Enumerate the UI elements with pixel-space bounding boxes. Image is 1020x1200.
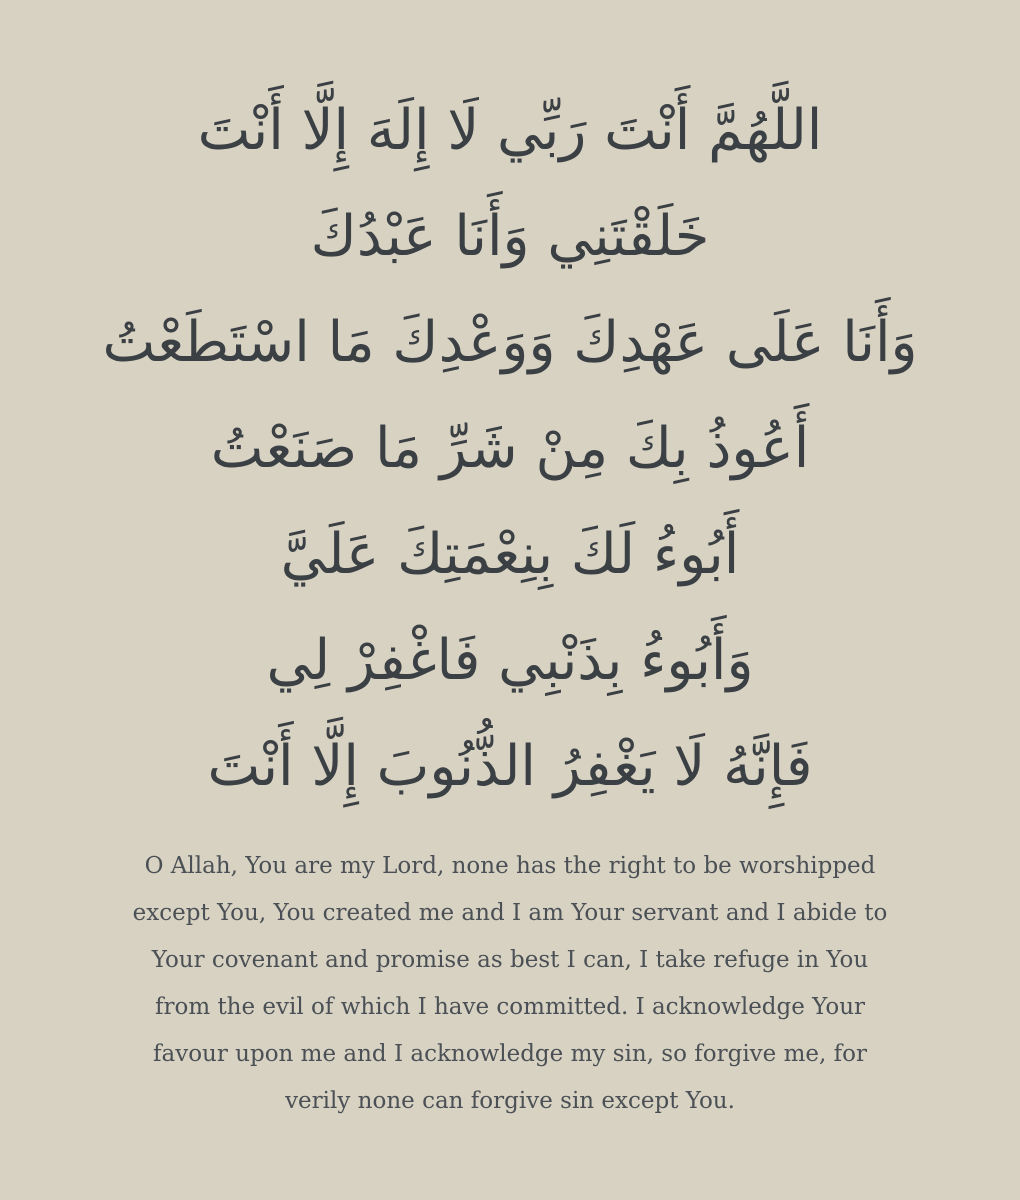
arabic-line-2: خَلَقْتَنِي وَأَنَا عَبْدُكَ xyxy=(310,204,710,269)
translation-line-1: O Allah, You are my Lord, none has the right to be worshipped xyxy=(144,853,876,879)
translation-line-2: except You, You created me and I am Your servant and I abide to xyxy=(132,900,888,926)
arabic-line-1: اللَّهُمَّ أَنْتَ رَبِّي لَا إِلَهَ إِلَّا أَنْتَ xyxy=(197,98,823,163)
translation-line-3: Your covenant and promise as best I can, I take refuge in You xyxy=(151,947,869,973)
arabic-line-5: أَبُوءُ لَكَ بِنِعْمَتِكَ عَلَيَّ xyxy=(280,522,740,587)
arabic-line-6: وَأَبُوءُ بِذَنْبِي فَاغْفِرْ لِي xyxy=(266,628,754,693)
arabic-line-4: أَعُوذُ بِكَ مِنْ شَرِّ مَا صَنَعْتُ xyxy=(210,416,810,481)
english-translation xyxy=(60,843,960,1125)
translation-line-4: from the evil of which I have committed. I acknowledge Your xyxy=(154,994,866,1020)
arabic-line-3: وَأَنَا عَلَى عَهْدِكَ وَوَعْدِكَ مَا اسْتَطَعْتُ xyxy=(102,310,918,375)
translation-line-5: favour upon me and I acknowledge my sin, so forgive me, for xyxy=(152,1041,867,1067)
translation-line-6: verily none can forgive sin except You. xyxy=(285,1088,735,1114)
arabic-dua-text xyxy=(0,78,1020,820)
arabic-line-7: فَإِنَّهُ لَا يَغْفِرُ الذُّنُوبَ إِلَّا أَنْتَ xyxy=(207,734,813,799)
